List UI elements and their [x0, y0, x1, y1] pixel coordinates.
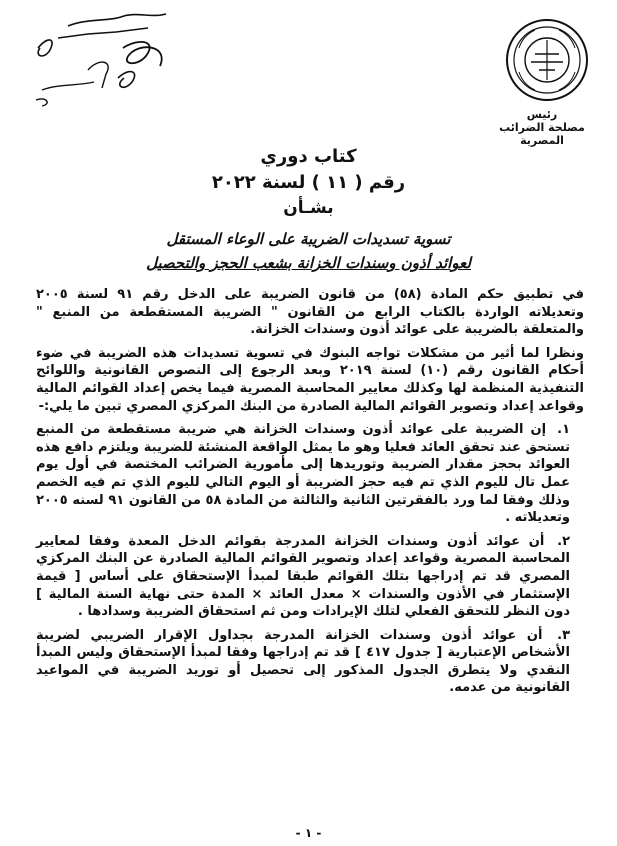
authority-name: مصلحة الضرائب المصرية	[499, 121, 585, 147]
paragraph-intro: في تطبيق حكم المادة (٥٨) من قانون الضريبة على الدخل رقم ٩١ لسنة ٢٠٠٥ وتعديلاته الواردة بالكتاب الرابع من القانون " الضريبة المستقطعة من المنبع " والمتعلقة بالضريبة على عوائد أذون وسندات الخزانة.	[36, 287, 584, 338]
subject-heading: بشـأن	[283, 198, 334, 218]
official-seal-icon	[505, 18, 589, 102]
list-item	[36, 421, 570, 527]
list-item	[36, 627, 570, 697]
page-number: - ١ -	[295, 826, 322, 840]
list-item-text: أن عوائد أذون وسندات الخزانة المدرجة بقوائم الدخل المعدة وفقا لمعايير المحاسبة المصرية وقواعد إعداد وتصوير القوائم المالية الصادرة عن البنك المركزي المصري قد تم إدراجها بتلك القوائم طبقا لمبدأ الإستحقاق على أساس [ قيمة الإستثمار في الأذون والسندات × معدل العائد × المدة حتى نهاية السنة المالية ] دون النظر للتحقق الفعلي لتلك الإيرادات ومن ثم استحقاق الضريبة وسدادها .	[36, 533, 570, 620]
subject-line-2: لعوائد أذون وسندات الخزانة بشعب الحجز والتحصيل	[146, 254, 471, 272]
document-number: رقم ( ١١ ) لسنة ٢٠٢٢	[211, 172, 406, 193]
title-block	[0, 146, 617, 274]
document-body	[36, 286, 584, 703]
subject-line-1: تسوية تسديدات الضريبة على الوعاء المستقل	[166, 230, 451, 248]
list-item-number: ٣.	[557, 627, 571, 643]
list-item-number: ٢.	[557, 533, 570, 549]
findings-list	[36, 421, 584, 697]
list-item	[36, 533, 570, 621]
document-type: كتاب دوري	[260, 146, 357, 167]
list-item-text: إن الضريبة على عوائد أذون وسندات الخزانة هي ضريبة مستقطعة من المنبع تستحق عند تحقق العائد فعليا وهو ما يمثل الواقعة المنشئة للضريبة ويلتزم دافع هذه العوائد بحجز مقدار الضريبة وتوريدها إلى مأمورية الضرائب المختصة في أول يوم عمل تال لليوم الذي تم فيه حجز الضريبة أو اليوم التالي لليوم الذي تم فيه الخصم وذلك وفقا لما ورد بالفقرتين الثانية والثالثة من المادة ٥٨ من القانون ٩١ لسنه ٢٠٠٥ وتعديلاته .	[36, 422, 570, 526]
paragraph-findings: ونظرا لما أثير من مشكلات تواجه البنوك في تسوية تسديدات هذه الضريبة في ضوء أحكام القانون رقم (١٠) لسنة ٢٠١٩ وبعد الرجوع إلى النصوص القانونية واللوائح التنفيذية المنظمة لها وكذلك معايير المحاسبة المصرية فيما يخص إعداد القوائم المالية وقواعد إعداد وتصوير القوائم المالية الصادرة من البنك المركزي المصري تبين ما يلي:-	[36, 345, 584, 414]
authority-title: رئيس	[526, 108, 558, 121]
list-item-number: ١.	[557, 422, 570, 438]
issuing-authority	[487, 108, 597, 147]
list-item-text: أن عوائد أذون وسندات الخزانة المدرجة بجداول الإقرار الضريبي لضريبة الأشخاص الإعتبارية [ جدول ٤١٧ ] قد تم إدراجها وفقا لمبدأ الإستحقاق وليس المبدأ النقدي ولا يتطرق الجدول المذكور إلى تحصيل أو توريد الضريبة في المواعيد القانونية من عدمه.	[36, 627, 571, 696]
handwritten-signature	[28, 8, 178, 108]
